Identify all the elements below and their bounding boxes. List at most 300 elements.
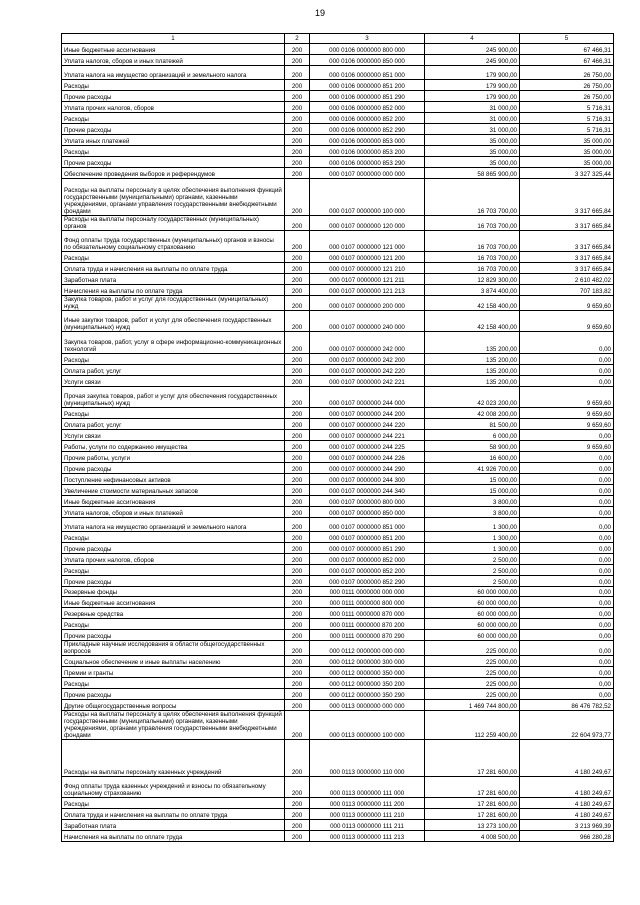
cell-budget-code: 000 0107 0000000 240 000 [310,310,425,332]
table-row [62,430,614,441]
cell-approved-amount: 1 300,00 [425,517,520,531]
cell-budget-code: 000 0113 0000000 000 000 [310,699,425,710]
cell-executed-amount: 3 317 665,84 [520,178,614,215]
cell-executed-amount: 0,00 [520,517,614,531]
table-row [62,310,614,332]
cell-budget-code: 000 0106 0000000 852 000 [310,102,425,113]
cell-budget-code: 000 0112 0000000 350 200 [310,678,425,689]
page-number: 19 [314,8,325,18]
table-row [62,608,614,619]
cell-executed-amount: 0,00 [520,597,614,608]
cell-executed-amount: 0,00 [520,353,614,364]
cell-approved-amount: 31 000,00 [425,123,520,134]
cell-indicator-name: Премии и гранты [62,667,285,678]
cell-budget-code: 000 0106 0000000 852 200 [310,112,425,123]
table-row [62,776,614,798]
cell-indicator-name: Расходы [62,564,285,575]
table-row [62,699,614,710]
cell-indicator-name: Услуги связи [62,375,285,386]
cell-executed-amount: 0,00 [520,586,614,597]
table-row [62,689,614,700]
cell-admin-code: 200 [285,809,310,820]
cell-admin-code: 200 [285,353,310,364]
cell-indicator-name: Уплата налога на имущество организаций и земельного налога [62,517,285,531]
table-row [62,273,614,284]
cell-approved-amount: 15 000,00 [425,484,520,495]
cell-approved-amount: 12 829 300,00 [425,273,520,284]
cell-budget-code: 000 0107 0000000 120 000 [310,215,425,230]
table-row [62,531,614,542]
cell-executed-amount: 9 659,60 [520,386,614,408]
table-row [62,739,614,776]
cell-executed-amount: 67 466,31 [520,44,614,55]
cell-indicator-name: Расходы [62,112,285,123]
cell-admin-code: 200 [285,295,310,310]
cell-budget-code: 000 0107 0000000 100 000 [310,178,425,215]
table-row [62,230,614,252]
cell-budget-code: 000 0107 0000000 242 200 [310,353,425,364]
cell-executed-amount: 0,00 [520,630,614,641]
cell-approved-amount: 16 703 700,00 [425,178,520,215]
cell-executed-amount: 0,00 [520,462,614,473]
cell-admin-code: 200 [285,310,310,332]
cell-executed-amount: 9 659,60 [520,440,614,451]
cell-budget-code: 000 0106 0000000 853 000 [310,134,425,145]
table-row [62,375,614,386]
cell-admin-code: 200 [285,80,310,91]
cell-approved-amount: 41 926 700,00 [425,462,520,473]
cell-executed-amount: 9 659,60 [520,419,614,430]
table-row [62,102,614,113]
cell-approved-amount: 179 900,00 [425,80,520,91]
table-row [62,178,614,215]
cell-executed-amount: 0,00 [520,364,614,375]
table-row [62,820,614,831]
table-row [62,145,614,156]
cell-admin-code: 200 [285,575,310,586]
cell-approved-amount: 245 900,00 [425,44,520,55]
cell-executed-amount: 86 476 782,52 [520,699,614,710]
cell-budget-code: 000 0111 0000000 000 000 [310,586,425,597]
cell-admin-code: 200 [285,91,310,102]
cell-executed-amount: 0,00 [520,430,614,441]
cell-budget-code: 000 0107 0000000 244 300 [310,473,425,484]
cell-admin-code: 200 [285,440,310,451]
cell-budget-code: 000 0107 0000000 851 290 [310,542,425,553]
cell-budget-code: 000 0113 0000000 111 213 [310,831,425,842]
cell-indicator-name: Начисления на выплаты по оплате труда [62,831,285,842]
cell-admin-code: 200 [285,167,310,178]
cell-budget-code: 000 0107 0000000 244 225 [310,440,425,451]
cell-approved-amount: 135 200,00 [425,364,520,375]
table-row [62,462,614,473]
cell-budget-code: 000 0106 0000000 851 000 [310,65,425,79]
table-row [62,440,614,451]
cell-admin-code: 200 [285,230,310,252]
table-row [62,80,614,91]
cell-admin-code: 200 [285,419,310,430]
cell-indicator-name: Иные бюджетные ассигнования [62,495,285,506]
cell-admin-code: 200 [285,619,310,630]
cell-approved-amount: 225 000,00 [425,656,520,667]
cell-admin-code: 200 [285,273,310,284]
cell-admin-code: 200 [285,710,310,739]
cell-admin-code: 200 [285,776,310,798]
table-row [62,542,614,553]
cell-executed-amount: 3 317 665,84 [520,230,614,252]
cell-executed-amount: 0,00 [520,484,614,495]
cell-approved-amount: 4 008 500,00 [425,831,520,842]
cell-admin-code: 200 [285,506,310,517]
cell-admin-code: 200 [285,831,310,842]
table-row [62,156,614,167]
cell-approved-amount: 16 703 700,00 [425,215,520,230]
cell-indicator-name: Уплата налогов, сборов и иных платежей [62,54,285,65]
table-row [62,65,614,79]
cell-approved-amount: 42 158 400,00 [425,295,520,310]
cell-admin-code: 200 [285,451,310,462]
cell-admin-code: 200 [285,252,310,263]
cell-approved-amount: 13 273 100,00 [425,820,520,831]
cell-indicator-name: Прочая закупка товаров, работ и услуг для обеспечения государственных (муниципальных) нужд [62,386,285,408]
cell-budget-code: 000 0107 0000000 244 221 [310,430,425,441]
cell-budget-code: 000 0107 0000000 852 290 [310,575,425,586]
cell-approved-amount: 179 900,00 [425,65,520,79]
cell-indicator-name: Расходы на выплаты персоналу казенных учреждений [62,739,285,776]
cell-executed-amount: 0,00 [520,608,614,619]
cell-indicator-name: Социальное обеспечение и иные выплаты населению [62,656,285,667]
cell-executed-amount: 0,00 [520,678,614,689]
table-row [62,386,614,408]
cell-executed-amount: 4 180 249,67 [520,798,614,809]
cell-indicator-name: Иные бюджетные ассигнования [62,44,285,55]
cell-indicator-name: Резервные средства [62,608,285,619]
cell-indicator-name: Прочие расходы [62,542,285,553]
table-row [62,123,614,134]
cell-admin-code: 200 [285,263,310,274]
cell-budget-code: 000 0112 0000000 350 290 [310,689,425,700]
cell-executed-amount: 0,00 [520,495,614,506]
cell-admin-code: 200 [285,820,310,831]
cell-approved-amount: 42 023 200,00 [425,386,520,408]
table-row [62,353,614,364]
table-row [62,798,614,809]
cell-executed-amount: 3 317 665,84 [520,215,614,230]
cell-approved-amount: 81 500,00 [425,419,520,430]
table-row [62,284,614,295]
table-row [62,564,614,575]
table-row [62,630,614,641]
cell-executed-amount: 2 610 482,02 [520,273,614,284]
cell-admin-code: 200 [285,65,310,79]
cell-indicator-name: Прочие расходы [62,630,285,641]
cell-indicator-name: Прочие расходы [62,575,285,586]
cell-indicator-name: Прикладные научные исследования в области общегосударственных вопросов [62,641,285,656]
cell-indicator-name: Расходы на выплаты персоналу в целях обеспечения выполнения функций государственными (муниципальными) органами, казенными учреждениями, органами управления государственными внебюджетными фондами [62,710,285,739]
cell-admin-code: 200 [285,495,310,506]
cell-admin-code: 200 [285,112,310,123]
cell-approved-amount: 16 703 700,00 [425,263,520,274]
cell-executed-amount: 0,00 [520,473,614,484]
cell-approved-amount: 35 000,00 [425,156,520,167]
cell-executed-amount: 9 659,60 [520,408,614,419]
cell-budget-code: 000 0106 0000000 850 000 [310,54,425,65]
cell-indicator-name: Уплата налога на имущество организаций и земельного налога [62,65,285,79]
table-row [62,619,614,630]
cell-budget-code: 000 0106 0000000 852 290 [310,123,425,134]
cell-approved-amount: 31 000,00 [425,112,520,123]
cell-approved-amount: 135 200,00 [425,375,520,386]
column-header: 5 [520,34,614,44]
cell-executed-amount: 0,00 [520,689,614,700]
cell-admin-code: 200 [285,553,310,564]
cell-budget-code: 000 0107 0000000 121 211 [310,273,425,284]
cell-executed-amount: 0,00 [520,542,614,553]
table-row [62,641,614,656]
table-row [62,809,614,820]
cell-indicator-name: Расходы [62,353,285,364]
cell-executed-amount: 0,00 [520,332,614,354]
budget-execution-table [61,33,614,842]
cell-indicator-name: Закупка товаров, работ и услуг для государственных (муниципальных) нужд [62,295,285,310]
cell-approved-amount: 225 000,00 [425,641,520,656]
cell-budget-code: 000 0106 0000000 851 200 [310,80,425,91]
cell-admin-code: 200 [285,517,310,531]
cell-executed-amount: 3 327 325,44 [520,167,614,178]
cell-approved-amount: 16 703 700,00 [425,252,520,263]
cell-admin-code: 200 [285,641,310,656]
cell-admin-code: 200 [285,798,310,809]
cell-indicator-name: Заработная плата [62,820,285,831]
cell-executed-amount: 0,00 [520,564,614,575]
cell-budget-code: 000 0111 0000000 870 290 [310,630,425,641]
cell-admin-code: 200 [285,215,310,230]
cell-executed-amount: 22 604 973,77 [520,710,614,739]
cell-executed-amount: 0,00 [520,641,614,656]
cell-approved-amount: 179 900,00 [425,91,520,102]
table-row [62,44,614,55]
cell-executed-amount: 3 317 665,84 [520,263,614,274]
cell-approved-amount: 17 281 600,00 [425,739,520,776]
cell-admin-code: 200 [285,102,310,113]
cell-indicator-name: Прочие расходы [62,462,285,473]
cell-indicator-name: Расходы [62,408,285,419]
cell-executed-amount: 4 180 249,67 [520,776,614,798]
cell-executed-amount: 0,00 [520,506,614,517]
table-row [62,678,614,689]
cell-admin-code: 200 [285,630,310,641]
cell-approved-amount: 1 300,00 [425,542,520,553]
cell-budget-code: 000 0107 0000000 121 000 [310,230,425,252]
cell-executed-amount: 4 180 249,67 [520,739,614,776]
cell-budget-code: 000 0107 0000000 244 226 [310,451,425,462]
table-row [62,506,614,517]
cell-indicator-name: Расходы [62,798,285,809]
cell-approved-amount: 31 000,00 [425,102,520,113]
cell-executed-amount: 4 180 249,67 [520,809,614,820]
table-row [62,586,614,597]
table-row [62,419,614,430]
cell-executed-amount: 3 317 665,84 [520,252,614,263]
cell-budget-code: 000 0106 0000000 853 200 [310,145,425,156]
cell-admin-code: 200 [285,44,310,55]
cell-indicator-name: Иные закупки товаров, работ и услуг для обеспечения государственных (муниципальных) нужд [62,310,285,332]
cell-indicator-name: Иные бюджетные ассигнования [62,597,285,608]
table-row [62,484,614,495]
cell-approved-amount: 3 874 400,00 [425,284,520,295]
cell-indicator-name: Расходы [62,619,285,630]
cell-executed-amount: 0,00 [520,451,614,462]
cell-budget-code: 000 0107 0000000 851 000 [310,517,425,531]
cell-indicator-name: Оплата труда и начисления на выплаты по оплате труда [62,263,285,274]
cell-budget-code: 000 0106 0000000 853 290 [310,156,425,167]
cell-admin-code: 200 [285,608,310,619]
table-row [62,263,614,274]
cell-admin-code: 200 [285,484,310,495]
cell-indicator-name: Прочие расходы [62,156,285,167]
table-row [62,710,614,739]
cell-admin-code: 200 [285,408,310,419]
table-row [62,91,614,102]
table-row [62,167,614,178]
cell-budget-code: 000 0113 0000000 111 211 [310,820,425,831]
cell-budget-code: 000 0107 0000000 242 221 [310,375,425,386]
cell-executed-amount: 35 000,00 [520,134,614,145]
cell-budget-code: 000 0106 0000000 800 000 [310,44,425,55]
cell-admin-code: 200 [285,332,310,354]
cell-executed-amount: 0,00 [520,656,614,667]
cell-budget-code: 000 0113 0000000 100 000 [310,710,425,739]
table-header-row [62,34,614,44]
cell-indicator-name: Услуги связи [62,430,285,441]
cell-budget-code: 000 0107 0000000 851 200 [310,531,425,542]
cell-budget-code: 000 0111 0000000 870 200 [310,619,425,630]
cell-indicator-name: Другие общегосударственные вопросы [62,699,285,710]
cell-budget-code: 000 0107 0000000 244 340 [310,484,425,495]
cell-executed-amount: 26 750,00 [520,65,614,79]
cell-admin-code: 200 [285,462,310,473]
cell-budget-code: 000 0107 0000000 121 213 [310,284,425,295]
table-row [62,134,614,145]
cell-budget-code: 000 0107 0000000 200 000 [310,295,425,310]
cell-budget-code: 000 0113 0000000 111 200 [310,798,425,809]
cell-admin-code: 200 [285,699,310,710]
cell-approved-amount: 1 469 744 800,00 [425,699,520,710]
cell-budget-code: 000 0113 0000000 111 000 [310,776,425,798]
cell-admin-code: 200 [285,564,310,575]
cell-budget-code: 000 0112 0000000 350 000 [310,667,425,678]
column-header: 2 [285,34,310,44]
table-row [62,517,614,531]
cell-admin-code: 200 [285,667,310,678]
cell-approved-amount: 1 300,00 [425,531,520,542]
cell-admin-code: 200 [285,586,310,597]
cell-indicator-name: Расходы [62,531,285,542]
cell-budget-code: 000 0107 0000000 244 220 [310,419,425,430]
cell-executed-amount: 35 000,00 [520,145,614,156]
cell-executed-amount: 5 716,31 [520,102,614,113]
cell-budget-code: 000 0111 0000000 800 000 [310,597,425,608]
table-row [62,332,614,354]
cell-executed-amount: 707 183,82 [520,284,614,295]
cell-indicator-name: Расходы на выплаты персоналу в целях обеспечения выполнения функций государственными (муниципальными) органами, казенными учреждениями, органами управления государственными внебюджетными фондами [62,178,285,215]
cell-indicator-name: Прочие расходы [62,91,285,102]
cell-approved-amount: 135 200,00 [425,332,520,354]
cell-indicator-name: Уплата иных платежей [62,134,285,145]
cell-approved-amount: 58 865 900,00 [425,167,520,178]
cell-executed-amount: 67 466,31 [520,54,614,65]
column-header: 4 [425,34,520,44]
cell-admin-code: 200 [285,156,310,167]
cell-admin-code: 200 [285,375,310,386]
cell-budget-code: 000 0107 0000000 244 290 [310,462,425,473]
table-row [62,408,614,419]
cell-executed-amount: 5 716,31 [520,112,614,123]
cell-indicator-name: Прочие расходы [62,123,285,134]
cell-executed-amount: 0,00 [520,619,614,630]
cell-budget-code: 000 0106 0000000 851 290 [310,91,425,102]
cell-indicator-name: Оплата работ, услуг [62,364,285,375]
cell-executed-amount: 9 659,60 [520,310,614,332]
column-header: 1 [62,34,285,44]
cell-approved-amount: 6 000,00 [425,430,520,441]
table-row [62,252,614,263]
cell-budget-code: 000 0112 0000000 300 000 [310,656,425,667]
cell-approved-amount: 60 000 000,00 [425,586,520,597]
cell-approved-amount: 60 000 000,00 [425,630,520,641]
table-row [62,495,614,506]
cell-executed-amount: 966 280,28 [520,831,614,842]
cell-budget-code: 000 0111 0000000 870 000 [310,608,425,619]
cell-approved-amount: 225 000,00 [425,667,520,678]
cell-indicator-name: Расходы [62,678,285,689]
cell-indicator-name: Увеличение стоимости материальных запасов [62,484,285,495]
column-header: 3 [310,34,425,44]
cell-executed-amount: 0,00 [520,553,614,564]
table-row [62,831,614,842]
cell-approved-amount: 60 000 000,00 [425,608,520,619]
cell-indicator-name: Уплата прочих налогов, сборов [62,553,285,564]
cell-indicator-name: Оплата труда и начисления на выплаты по оплате труда [62,809,285,820]
table-row [62,667,614,678]
cell-admin-code: 200 [285,689,310,700]
cell-budget-code: 000 0107 0000000 242 000 [310,332,425,354]
cell-admin-code: 200 [285,123,310,134]
cell-admin-code: 200 [285,739,310,776]
cell-approved-amount: 16 600,00 [425,451,520,462]
cell-admin-code: 200 [285,531,310,542]
cell-admin-code: 200 [285,284,310,295]
cell-admin-code: 200 [285,386,310,408]
cell-approved-amount: 3 800,00 [425,506,520,517]
cell-indicator-name: Прочие работы, услуги [62,451,285,462]
cell-approved-amount: 17 281 600,00 [425,798,520,809]
cell-executed-amount: 0,00 [520,575,614,586]
cell-approved-amount: 42 158 400,00 [425,310,520,332]
cell-approved-amount: 3 800,00 [425,495,520,506]
cell-budget-code: 000 0107 0000000 121 210 [310,263,425,274]
cell-budget-code: 000 0112 0000000 000 000 [310,641,425,656]
table-row [62,215,614,230]
cell-approved-amount: 112 259 400,00 [425,710,520,739]
cell-indicator-name: Фонд оплаты труда казенных учреждений и взносы по обязательному социальному страхованию [62,776,285,798]
cell-indicator-name: Оплата работ, услуг [62,419,285,430]
table-row [62,597,614,608]
cell-budget-code: 000 0107 0000000 242 220 [310,364,425,375]
table-row [62,364,614,375]
table-row [62,656,614,667]
cell-budget-code: 000 0107 0000000 244 000 [310,386,425,408]
